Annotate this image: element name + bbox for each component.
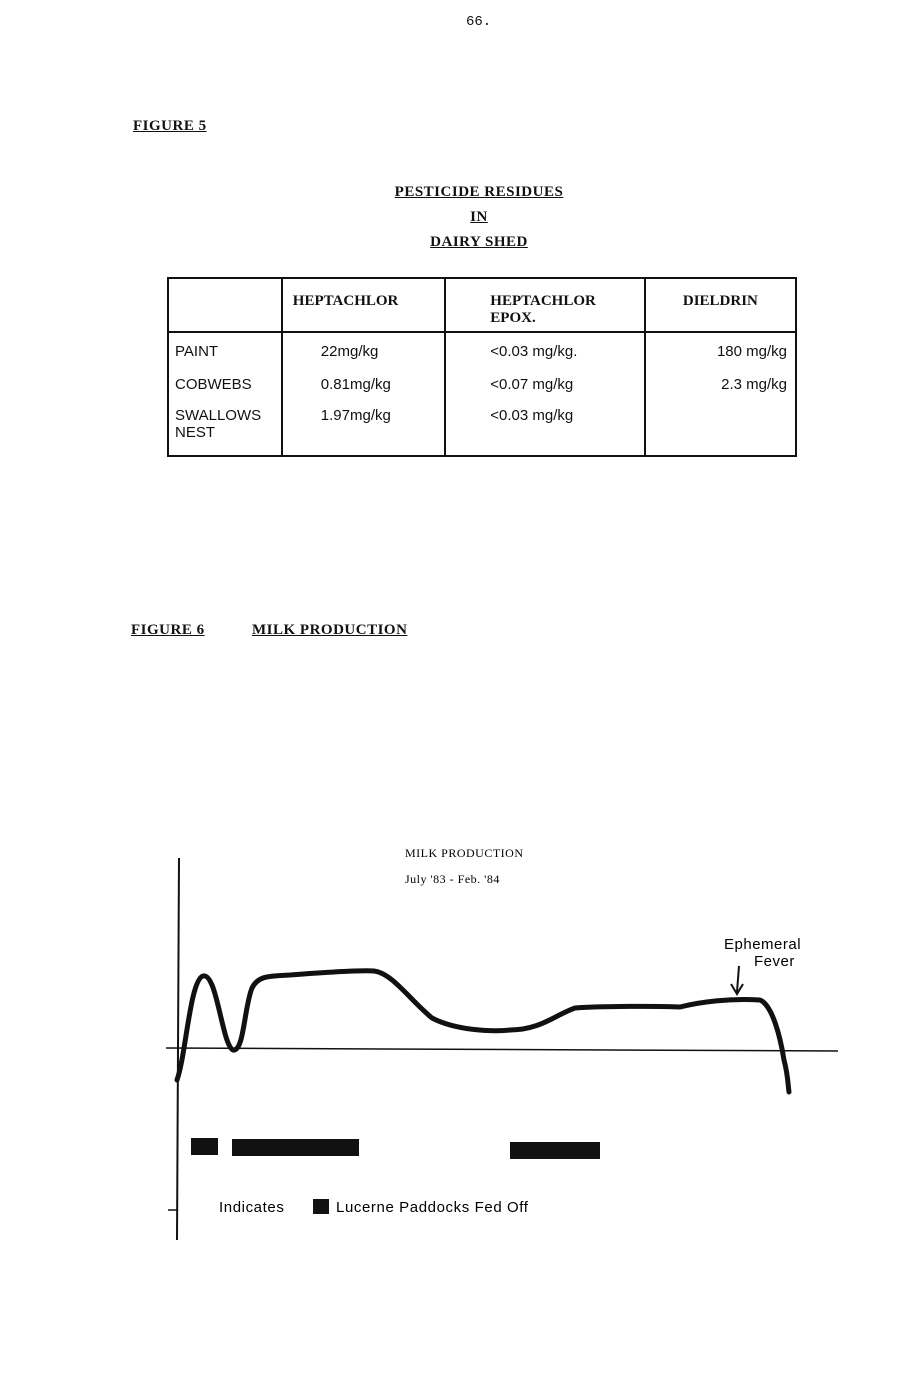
lucerne-period-bar — [191, 1138, 218, 1155]
annotation-line-2: Fever — [754, 953, 795, 970]
table-cell: <0.07 mg/kg — [445, 372, 644, 403]
table-cell: <0.03 mg/kg — [445, 403, 644, 456]
table-header-cell: HEPTACHLOR EPOX. — [445, 278, 644, 332]
lucerne-period-bar — [232, 1139, 359, 1156]
table-header-row — [168, 278, 796, 332]
annotation-line-1: Ephemeral — [724, 936, 802, 953]
annotation-ephemeral — [724, 936, 801, 970]
figure-6-caption: MILK PRODUCTION — [252, 622, 408, 638]
table-cell: PAINT — [168, 332, 282, 372]
chart-subtitle: July '83 - Feb. '84 — [405, 872, 500, 886]
table-cell: 1.97mg/kg — [282, 403, 445, 456]
table-row — [168, 332, 796, 372]
table-cell: SWALLOWS NEST — [168, 403, 282, 456]
table-header-cell: HEPTACHLOR — [282, 278, 445, 332]
legend-prefix: Indicates — [219, 1199, 285, 1216]
table-header-cell — [168, 278, 282, 332]
figure-6-label: FIGURE 6 — [131, 622, 205, 638]
table-cell: 0.81mg/kg — [282, 372, 445, 403]
table-cell: 2.3 mg/kg — [645, 372, 796, 403]
page-number: 66. — [466, 14, 492, 30]
legend-label: Lucerne Paddocks Fed Off — [336, 1199, 529, 1216]
table-title-line-1: PESTICIDE RESIDUES — [394, 184, 564, 200]
table-cell: 180 mg/kg — [645, 332, 796, 372]
table-header-cell: DIELDRIN — [645, 278, 796, 332]
table-row — [168, 372, 796, 403]
table-title-line-3: DAIRY SHED — [430, 234, 528, 250]
legend-swatch — [313, 1199, 329, 1214]
table-cell: <0.03 mg/kg. — [445, 332, 644, 372]
table-title-line-2: IN — [470, 209, 488, 225]
milk-production-chart — [0, 830, 900, 1260]
table-cell — [645, 403, 796, 456]
chart-title: MILK PRODUCTION — [405, 846, 524, 860]
y-axis — [177, 858, 179, 1240]
table-row — [168, 403, 796, 456]
figure-5-label: FIGURE 5 — [133, 118, 207, 134]
milk-production-line — [177, 971, 789, 1092]
annotation-arrow-shaft — [737, 966, 739, 992]
lucerne-period-bar — [510, 1142, 600, 1159]
table-cell: COBWEBS — [168, 372, 282, 403]
baseline — [166, 1048, 838, 1051]
table-cell: 22mg/kg — [282, 332, 445, 372]
pesticide-residues-table — [167, 277, 797, 457]
